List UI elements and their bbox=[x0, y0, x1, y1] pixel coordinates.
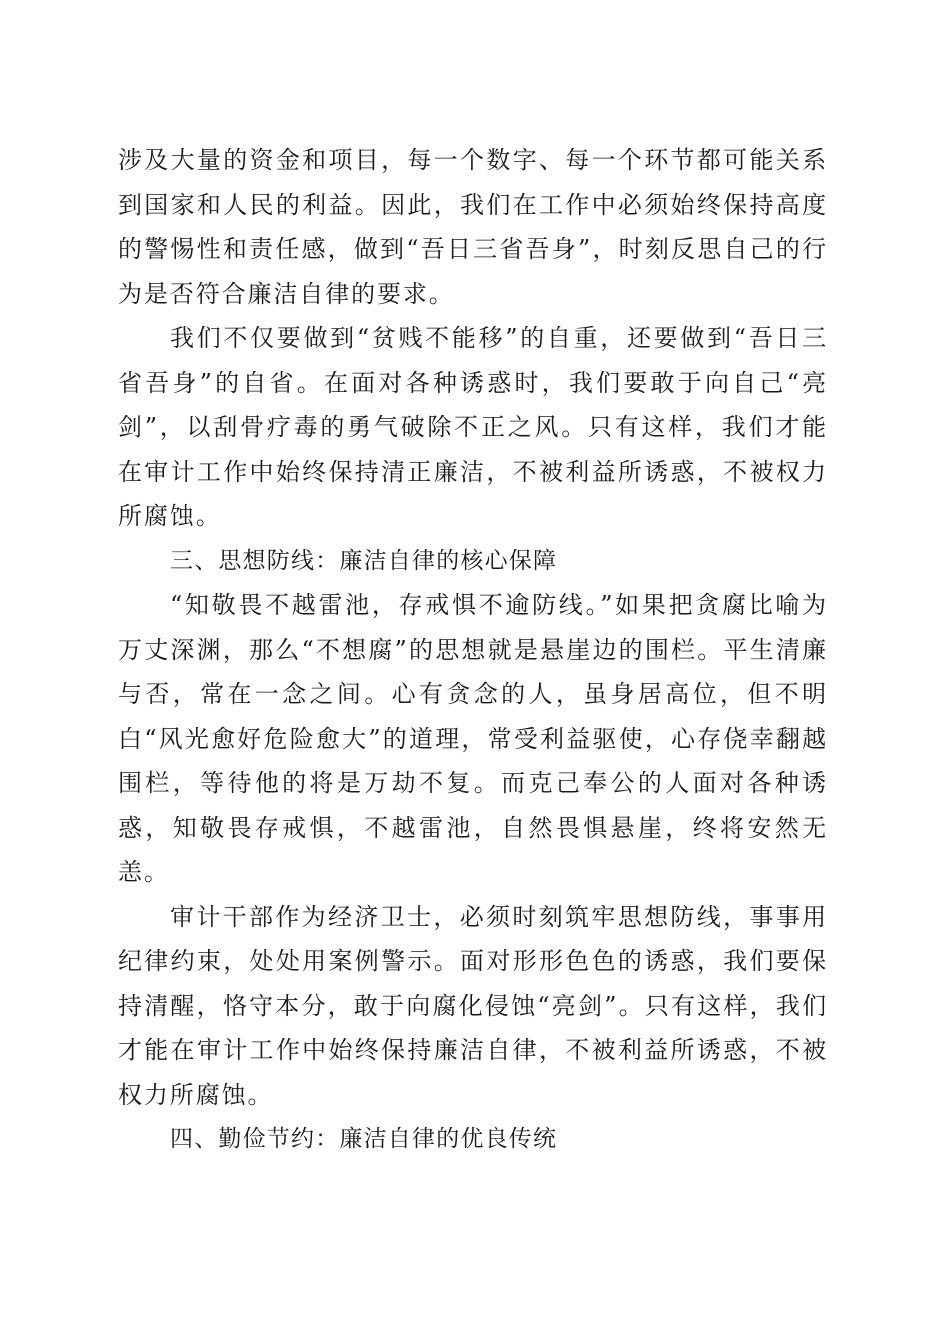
paragraph-self-reflection: 我们不仅要做到“贫贱不能移”的自重，还要做到“吾日三省吾身”的自省。在面对各种诱惑时，我们要敢于向自己“亮剑”，以刮骨疗毒的勇气破除不正之风。只有这样，我们才能在审计工作中始终保持清正廉洁，不被利益所诱惑，不被权力所腐蚀。 bbox=[118, 324, 828, 530]
section-heading-4: 四、勤俭节约：廉洁自律的优良传统 bbox=[170, 1126, 558, 1152]
paragraph-continued: 涉及大量的资金和项目，每一个数字、每一个环节都可能关系到国家和人民的利益。因此，我们在工作中必须始终保持高度的警惕性和责任感，做到“吾日三省吾身”，时刻反思自己的行为是否符合廉洁自律的要求。 bbox=[118, 146, 828, 308]
section-heading-3: 三、思想防线：廉洁自律的核心保障 bbox=[170, 547, 558, 574]
paragraph-ideological-defense: “知敬畏不越雷池，存戒惧不逾防线。”如果把贪腐比喻为万丈深渊，那么“不想腐”的思想就是悬崖边的围栏。平生清廉与否，常在一念之间。心有贪念的人，虽身居高位，但不明白“风光愈好危险愈大”的道理，常受利益驱使，心存侥幸翻越围栏，等待他的将是万劫不复。而克己奉公的人面对各种诱惑，知敬畏存戒惧，不越雷池，自然畏惧悬崖，终将安然无恙。 bbox=[118, 591, 828, 886]
paragraph-audit-cadres: 审计干部作为经济卫士，必须时刻筑牢思想防线，事事用纪律约束，处处用案例警示。面对形形色色的诱惑，我们要保持清醒，恪守本分，敢于向腐化侵蚀“亮剑”。只有这样，我们才能在审计工作中始终保持廉洁自律，不被利益所诱惑，不被权力所腐蚀。 bbox=[118, 902, 828, 1109]
document-page bbox=[118, 138, 828, 1162]
